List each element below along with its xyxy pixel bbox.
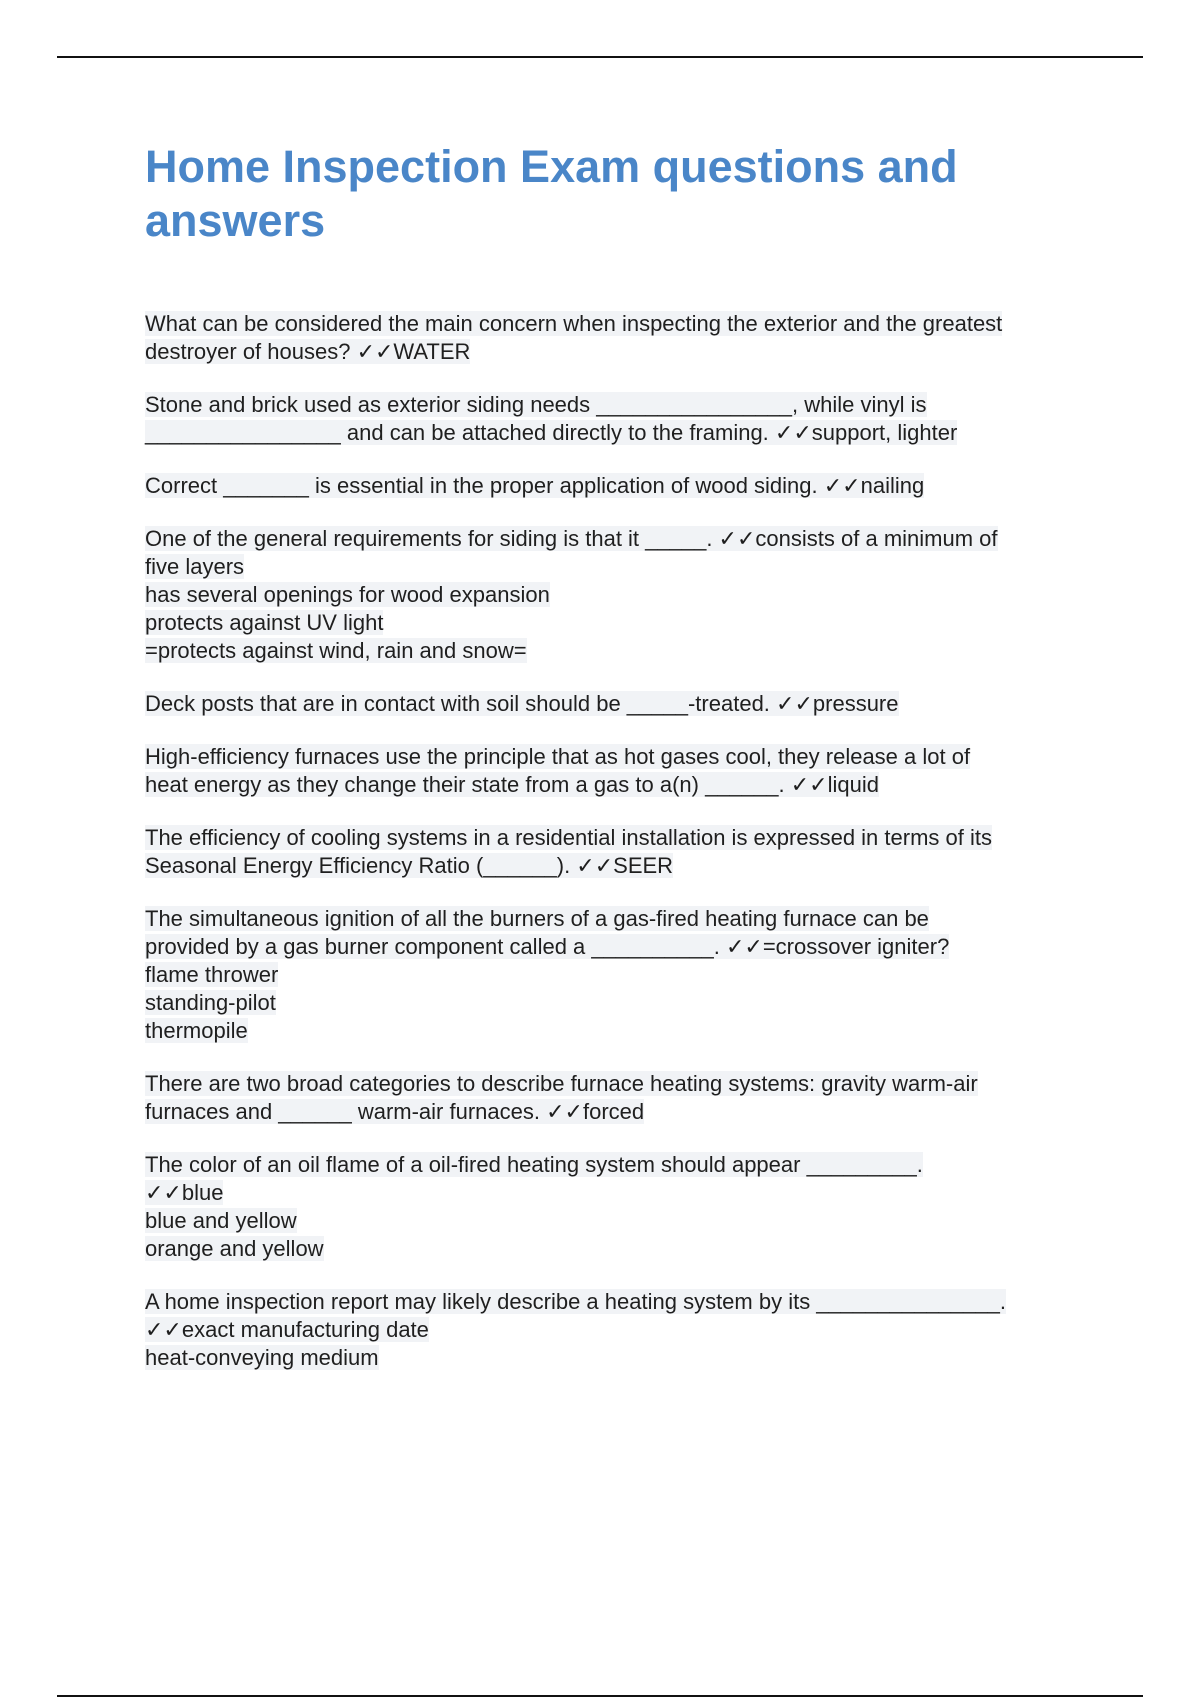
qa-line-text: has several openings for wood expansion — [145, 582, 550, 607]
qa-line-text: heat-conveying medium — [145, 1345, 379, 1370]
qa-line-text: The efficiency of cooling systems in a residential installation is expressed in terms of its — [145, 825, 992, 850]
qa-line — [145, 338, 1095, 366]
qa-line — [145, 824, 1095, 852]
qa-line — [145, 310, 1095, 338]
qa-line — [145, 1179, 1095, 1207]
qa-line-text: Correct _______ is essential in the proper application of wood siding. ✓✓nailing — [145, 473, 925, 498]
qa-line — [145, 743, 1095, 771]
qa-line-text: provided by a gas burner component called a __________. ✓✓=crossover igniter? — [145, 934, 950, 959]
top-rule — [57, 56, 1143, 58]
qa-block — [145, 824, 1095, 880]
qa-block — [145, 391, 1095, 447]
qa-line — [145, 989, 1095, 1017]
qa-line-text: Deck posts that are in contact with soil should be _____-treated. ✓✓pressure — [145, 691, 899, 716]
bottom-rule — [57, 1695, 1143, 1697]
qa-line-text: orange and yellow — [145, 1236, 324, 1261]
qa-line-text: A home inspection report may likely describe a heating system by its _______________. — [145, 1289, 1006, 1314]
qa-list — [145, 310, 1095, 1372]
qa-line — [145, 1316, 1095, 1344]
qa-line-text: The color of an oil flame of a oil-fired heating system should appear _________. — [145, 1152, 923, 1177]
document-title: Home Inspection Exam questions and answers — [145, 141, 958, 246]
qa-line — [145, 581, 1095, 609]
qa-line-text: destroyer of houses? ✓✓WATER — [145, 339, 471, 364]
qa-block — [145, 525, 1095, 665]
qa-block — [145, 310, 1095, 366]
qa-block — [145, 1288, 1095, 1372]
qa-line — [145, 609, 1095, 637]
qa-line — [145, 771, 1095, 799]
qa-line — [145, 1098, 1095, 1126]
qa-line-text: protects against UV light — [145, 610, 384, 635]
qa-line — [145, 852, 1095, 880]
qa-line-text: There are two broad categories to describe furnace heating systems: gravity warm-air — [145, 1071, 978, 1096]
qa-line — [145, 391, 1095, 419]
qa-line-text: =protects against wind, rain and snow= — [145, 638, 527, 663]
qa-line — [145, 525, 1095, 553]
qa-block — [145, 1151, 1095, 1263]
qa-line — [145, 1235, 1095, 1263]
qa-line — [145, 1288, 1095, 1316]
qa-block — [145, 472, 1095, 500]
qa-line-text: five layers — [145, 554, 245, 579]
qa-line-text: ________________ and can be attached directly to the framing. ✓✓support, lighter — [145, 420, 958, 445]
qa-line-text: blue and yellow — [145, 1208, 297, 1233]
qa-line — [145, 472, 1095, 500]
qa-line — [145, 1070, 1095, 1098]
qa-line — [145, 1207, 1095, 1235]
qa-line-text: ✓✓exact manufacturing date — [145, 1317, 429, 1342]
qa-line — [145, 961, 1095, 989]
qa-block — [145, 743, 1095, 799]
qa-block — [145, 905, 1095, 1045]
qa-line-text: standing-pilot — [145, 990, 276, 1015]
qa-block — [145, 690, 1095, 718]
qa-line — [145, 1344, 1095, 1372]
qa-line-text: What can be considered the main concern when inspecting the exterior and the greatest — [145, 311, 1003, 336]
qa-line — [145, 690, 1095, 718]
qa-line — [145, 933, 1095, 961]
qa-block — [145, 1070, 1095, 1126]
qa-line — [145, 1017, 1095, 1045]
qa-line — [145, 419, 1095, 447]
qa-line — [145, 553, 1095, 581]
qa-line-text: flame thrower — [145, 962, 279, 987]
document-body — [145, 140, 1095, 1397]
qa-line-text: ✓✓blue — [145, 1180, 224, 1205]
qa-line-text: Stone and brick used as exterior siding needs ________________, while vinyl is — [145, 392, 927, 417]
qa-line-text: The simultaneous ignition of all the burners of a gas-fired heating furnace can be — [145, 906, 929, 931]
qa-line — [145, 637, 1095, 665]
qa-line-text: One of the general requirements for siding is that it _____. ✓✓consists of a minimum of — [145, 526, 998, 551]
qa-line-text: heat energy as they change their state from a gas to a(n) ______. ✓✓liquid — [145, 772, 879, 797]
qa-line-text: Seasonal Energy Efficiency Ratio (______). ✓✓SEER — [145, 853, 674, 878]
qa-line-text: thermopile — [145, 1018, 248, 1043]
qa-line-text: furnaces and ______ warm-air furnaces. ✓✓forced — [145, 1099, 645, 1124]
qa-line — [145, 1151, 1095, 1179]
qa-line-text: High-efficiency furnaces use the principle that as hot gases cool, they release a lot of — [145, 744, 971, 769]
qa-line — [145, 905, 1095, 933]
